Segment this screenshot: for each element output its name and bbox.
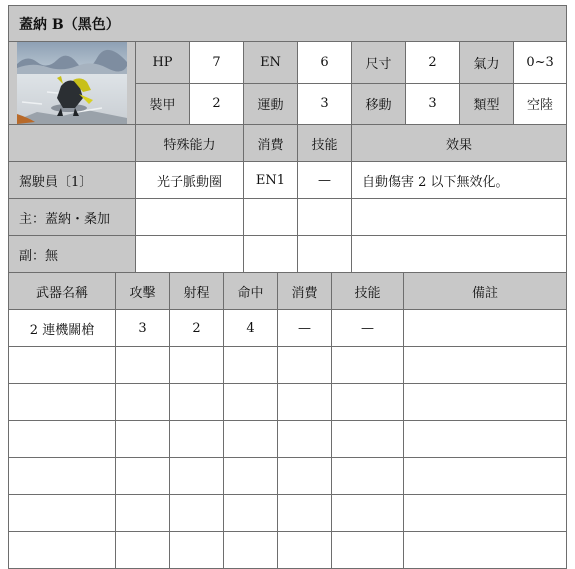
weapon-header-skill: 技能 — [332, 273, 404, 310]
ability-empty-cell — [352, 199, 567, 236]
stat-label-hp: HP — [136, 42, 190, 84]
weapon-skill: — — [332, 310, 404, 347]
ability-skill: — — [298, 162, 352, 199]
pilot-spacer — [9, 125, 136, 162]
weapon-empty-row — [9, 421, 567, 458]
weapon-header-attack: 攻擊 — [116, 273, 170, 310]
ability-effect: 自動傷害 2 以下無效化。 — [352, 162, 567, 199]
ability-header-name: 特殊能力 — [136, 125, 244, 162]
stat-label-type: 類型 — [460, 83, 514, 125]
stat-label-size: 尺寸 — [352, 42, 406, 84]
ability-empty-cell — [136, 236, 244, 273]
weapon-header-range: 射程 — [170, 273, 224, 310]
stat-value-hp: 7 — [190, 42, 244, 84]
stat-label-spirit: 氣力 — [460, 42, 514, 84]
stat-value-armor: 2 — [190, 83, 244, 125]
ability-empty-cell — [244, 199, 298, 236]
unit-sheet — [8, 5, 566, 569]
stat-value-mobility: 3 — [298, 83, 352, 125]
stat-label-mobility: 運動 — [244, 83, 298, 125]
weapon-note — [404, 310, 567, 347]
ability-header-skill: 技能 — [298, 125, 352, 162]
stat-value-type: 空陸 — [514, 83, 567, 125]
weapon-cost: — — [278, 310, 332, 347]
weapon-header-hit: 命中 — [224, 273, 278, 310]
weapon-empty-row — [9, 532, 567, 569]
stat-value-spirit: 0~3 — [514, 42, 567, 84]
stat-value-en: 6 — [298, 42, 352, 84]
ability-name: 光子脈動圈 — [136, 162, 244, 199]
weapon-empty-row — [9, 458, 567, 495]
stat-value-size: 2 — [406, 42, 460, 84]
ability-empty-cell — [136, 199, 244, 236]
weapons-table — [8, 272, 567, 569]
stat-label-en: EN — [244, 42, 298, 84]
pilot-label: 駕駛員〔1〕 — [9, 162, 136, 199]
ability-empty-cell — [298, 236, 352, 273]
stat-value-move: 3 — [406, 83, 460, 125]
stat-label-armor: 裝甲 — [136, 83, 190, 125]
weapon-attack: 3 — [116, 310, 170, 347]
weapon-header-name: 武器名稱 — [9, 273, 116, 310]
unit-portrait — [9, 42, 136, 125]
weapon-header-cost: 消費 — [278, 273, 332, 310]
weapon-hit: 4 — [224, 310, 278, 347]
pilot-main: 主：蓋納・桑加 — [9, 199, 136, 236]
robot-portrait-icon — [17, 42, 127, 124]
weapon-empty-row — [9, 347, 567, 384]
weapon-range: 2 — [170, 310, 224, 347]
ability-header-effect: 效果 — [352, 125, 567, 162]
ability-empty-cell — [244, 236, 298, 273]
unit-title: 蓋納 B（黑色） — [9, 6, 567, 42]
pilot-sub: 副：無 — [9, 236, 136, 273]
ability-header-cost: 消費 — [244, 125, 298, 162]
weapon-row — [9, 310, 567, 347]
weapon-empty-row — [9, 384, 567, 421]
stat-label-move: 移動 — [352, 83, 406, 125]
ability-empty-cell — [352, 236, 567, 273]
unit-info-table — [8, 5, 567, 273]
weapon-empty-row — [9, 495, 567, 532]
weapon-name: 2 連機關槍 — [9, 310, 116, 347]
weapon-header-note: 備註 — [404, 273, 567, 310]
ability-empty-cell — [298, 199, 352, 236]
ability-cost: EN1 — [244, 162, 298, 199]
